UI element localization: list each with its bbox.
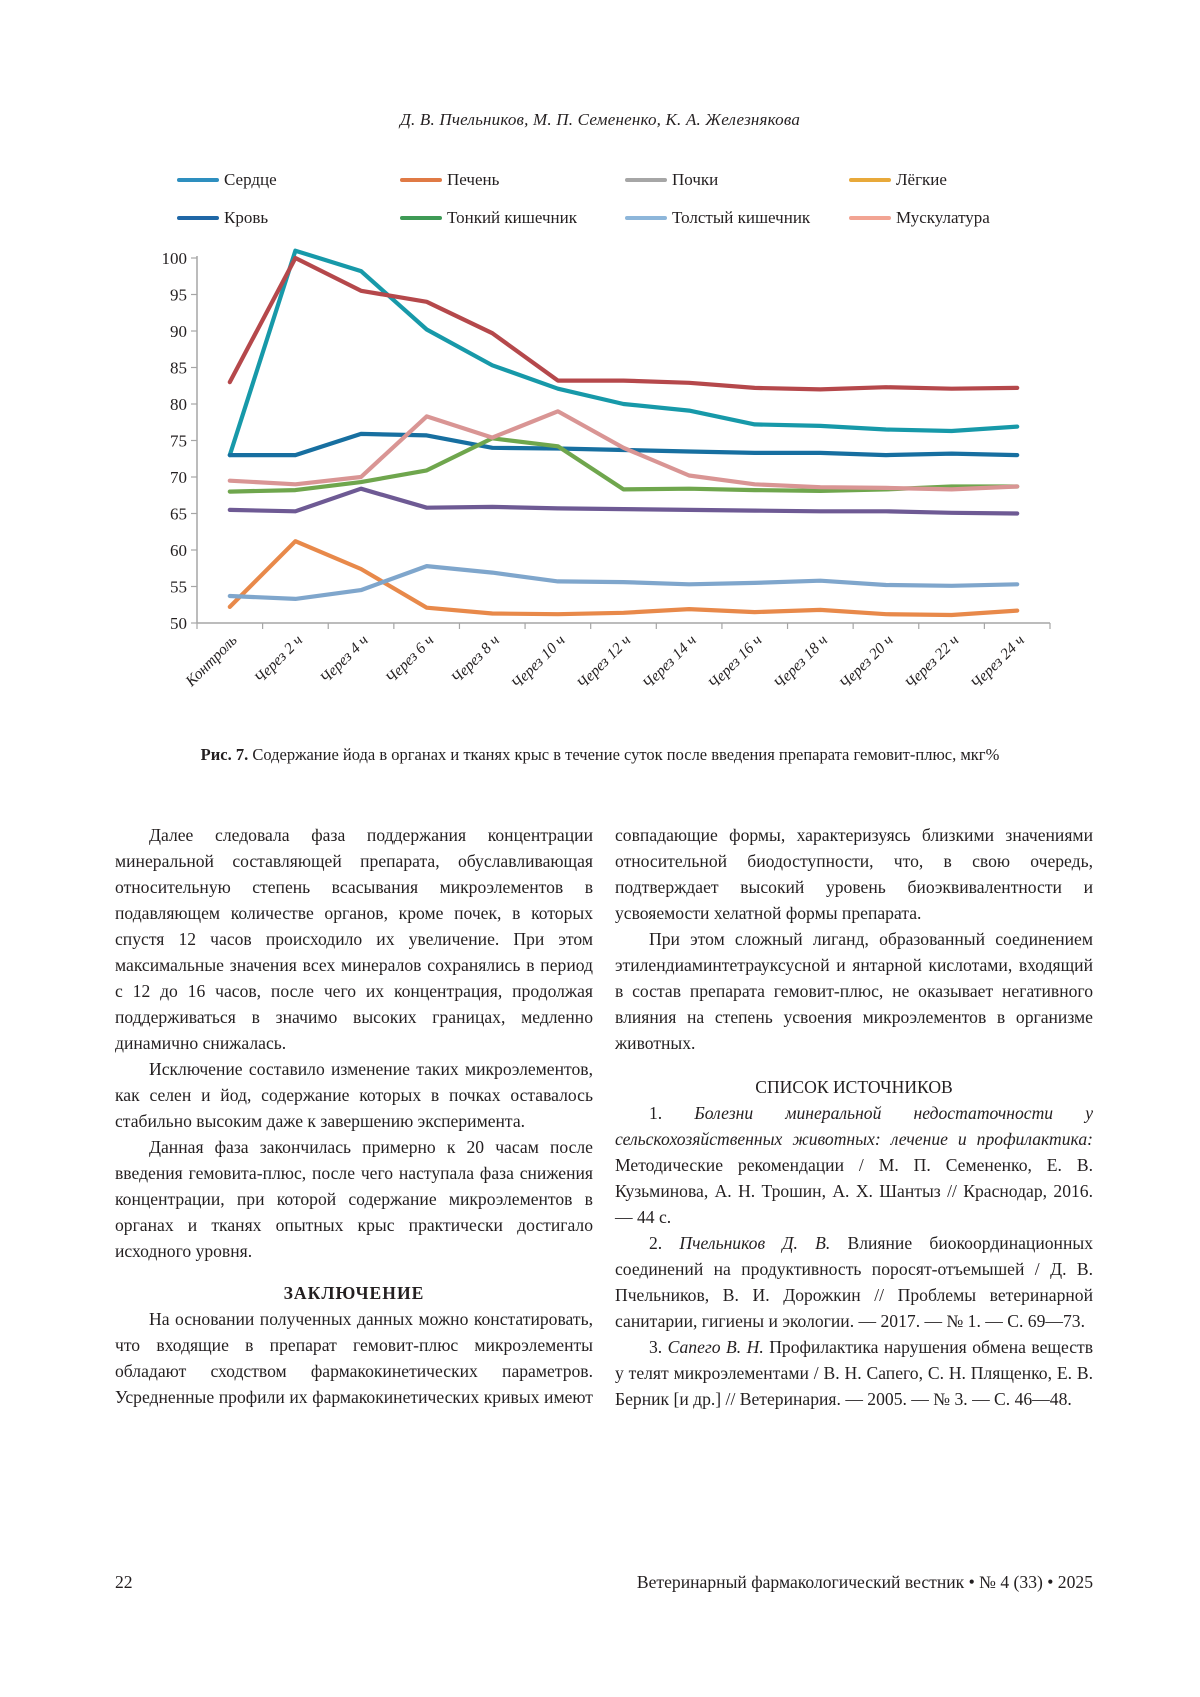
legend-label: Мускулатура xyxy=(896,208,990,227)
legend-label: Кровь xyxy=(224,208,269,227)
reference-number: 2. xyxy=(649,1233,680,1253)
y-tick-label: 95 xyxy=(170,285,187,305)
reference-item xyxy=(615,1100,1093,1230)
x-tick-label: Через 18 ч xyxy=(770,631,832,693)
legend-item-blood xyxy=(177,208,268,228)
figure-caption-text: Содержание йода в органах и тканях крыс в течение суток после введения препарата гемовит-плюс, мкг% xyxy=(248,745,1000,764)
reference-details: Профилактика нарушения обмена веществ у телят микроэлементами / В. Н. Сапего, С. Н. Плященко, Е. В. Берник [и др.] // Ветеринария. — 2005. — № 3. — С. 46—48. xyxy=(615,1337,1094,1409)
reference-title: Болезни минеральной недостаточности у сельскохозяйственных животных: лечение и профилактика: xyxy=(615,1103,1094,1149)
legend-label: Лёгкие xyxy=(896,170,947,189)
reference-author: Сапего В. Н. xyxy=(667,1337,764,1357)
reference-details: Методические рекомендации / М. П. Семененко, Е. В. Кузьминова, А. Н. Трошин, А. Х. Шантыз // Краснодар, 2016. — 44 с. xyxy=(615,1155,1093,1227)
figure-caption xyxy=(130,743,1070,767)
series-line xyxy=(230,434,1017,455)
line-chart xyxy=(120,240,1080,740)
y-tick-label: 100 xyxy=(161,249,187,268)
x-tick-label: Через 12 ч xyxy=(573,631,635,693)
legend-swatch xyxy=(849,216,891,220)
legend-item-small-intestine xyxy=(400,208,577,228)
y-tick-label: 85 xyxy=(170,358,187,378)
page-number: 22 xyxy=(115,1572,133,1592)
figure-label: Рис. 7. xyxy=(200,745,249,764)
legend-label: Тонкий кишечник xyxy=(447,208,577,227)
legend-swatch xyxy=(177,178,219,182)
paragraph: совпадающие формы, характеризуясь близкими значениями относительной биодоступности, что, в свою очередь, подтверждает высокий уровень биоэквивалентности и усвояемости хелатной формы препарата. xyxy=(615,825,1093,923)
reference-item xyxy=(615,1230,1093,1334)
legend-item-lungs xyxy=(849,170,947,190)
x-tick-label: Через 16 ч xyxy=(704,631,766,693)
legend-item-heart xyxy=(177,170,277,190)
right-column xyxy=(615,822,1093,1412)
left-column xyxy=(115,822,593,1410)
legend-label: Толстый кишечник xyxy=(672,208,811,227)
chart-series xyxy=(230,251,1017,615)
legend-item-large-intestine xyxy=(625,208,810,228)
legend-label: Печень xyxy=(447,170,500,189)
chart-axes xyxy=(162,249,1051,692)
paragraph: Исключение составило изменение таких микроэлементов, как селен и йод, содержание которых в почках оставалось стабильно высоким даже к завершению эксперимента. xyxy=(115,1059,593,1131)
reference-author: Пчельников Д. В. xyxy=(679,1233,831,1253)
series-line xyxy=(230,251,1017,455)
series-line xyxy=(230,258,1017,389)
x-tick-label: Через 4 ч xyxy=(316,631,372,687)
legend-label: Сердце xyxy=(224,170,277,189)
paragraph: Данная фаза закончилась примерно к 20 часам после введения гемовита-плюс, после чего наступала фаза снижения концентрации, при которой содержание микроэлементов в органах и тканях опытных крыс практически достигало исходного уровня. xyxy=(115,1137,593,1261)
reference-number: 1. xyxy=(649,1103,695,1123)
paragraph: Далее следовала фаза поддержания концентрации минеральной составляющей препарата, обуславливающая относительную степень всасывания микроэлементов в подавляющем количестве органов, кроме почек, в которых спустя 12 часов происходило их увеличение. При этом максимальные значения всех минералов сохранялись в период с 12 до 16 часов, после чего их концентрация, продолжая поддерживаться в значимо высоких границах, медленно динамично снижалась. xyxy=(115,825,593,1053)
section-heading-references: СПИСОК ИСТОЧНИКОВ xyxy=(755,1077,953,1097)
series-line xyxy=(230,489,1017,514)
reference-item xyxy=(615,1334,1093,1412)
journal-title: Ветеринарный фармакологический вестник • № 4 (33) • 2025 xyxy=(636,1572,1093,1592)
x-tick-label: Через 20 ч xyxy=(836,631,897,693)
legend-label: Почки xyxy=(672,170,719,189)
legend-swatch xyxy=(625,216,667,220)
paragraph: На основании полученных данных можно констатировать, что входящие в препарат гемовит-плюс микроэлементы обладают сходством фармакокинетических параметров. Усредненные профили их фармакокинетических кривых имеют xyxy=(115,1309,593,1407)
x-tick-label: Контроль xyxy=(182,631,241,690)
series-line xyxy=(230,566,1017,599)
section-heading-conclusion: ЗАКЛЮЧЕНИЕ xyxy=(283,1283,425,1303)
x-tick-label: Через 22 ч xyxy=(901,631,963,693)
legend-swatch xyxy=(849,178,891,182)
legend-swatch xyxy=(625,178,667,182)
legend-item-liver xyxy=(400,170,499,190)
legend-item-kidneys xyxy=(625,170,718,190)
legend-swatch xyxy=(400,178,442,182)
legend-swatch xyxy=(400,216,442,220)
y-tick-label: 65 xyxy=(170,504,187,524)
y-tick-label: 50 xyxy=(170,614,187,633)
reference-details: Влияние биокоординационных соединений на продуктивность поросят-отъемышей / Д. В. Пчельников, В. И. Дорожкин // Проблемы ветеринарной санитарии, гигиены и экологии. — 2017. — № 1. — С. 69—73. xyxy=(615,1233,1094,1331)
y-tick-label: 80 xyxy=(170,395,187,414)
legend-swatch xyxy=(177,216,219,220)
legend-item-muscles xyxy=(849,208,990,228)
reference-number: 3. xyxy=(649,1337,668,1357)
x-tick-label: Через 24 ч xyxy=(967,631,1029,693)
y-tick-label: 75 xyxy=(170,431,187,451)
x-tick-label: Через 6 ч xyxy=(382,631,438,687)
x-tick-label: Через 10 ч xyxy=(508,631,569,693)
y-tick-label: 90 xyxy=(170,322,187,341)
x-tick-label: Через 8 ч xyxy=(447,631,504,687)
y-tick-label: 55 xyxy=(170,577,187,597)
paragraph: При этом сложный лиганд, образованный соединением этилендиаминтетрауксусной и янтарной кислотами, входящий в состав препарата гемовит-плюс, не оказывает негативного влияния на степень усвоения микроэлементов в организме животных. xyxy=(615,929,1093,1053)
y-tick-label: 70 xyxy=(170,468,187,487)
running-head-authors: Д. В. Пчельников, М. П. Семененко, К. А. Железнякова xyxy=(399,110,801,129)
x-tick-label: Через 14 ч xyxy=(639,631,700,693)
x-tick-label: Через 2 ч xyxy=(251,631,307,687)
y-tick-label: 60 xyxy=(170,541,187,560)
series-line xyxy=(230,541,1017,615)
